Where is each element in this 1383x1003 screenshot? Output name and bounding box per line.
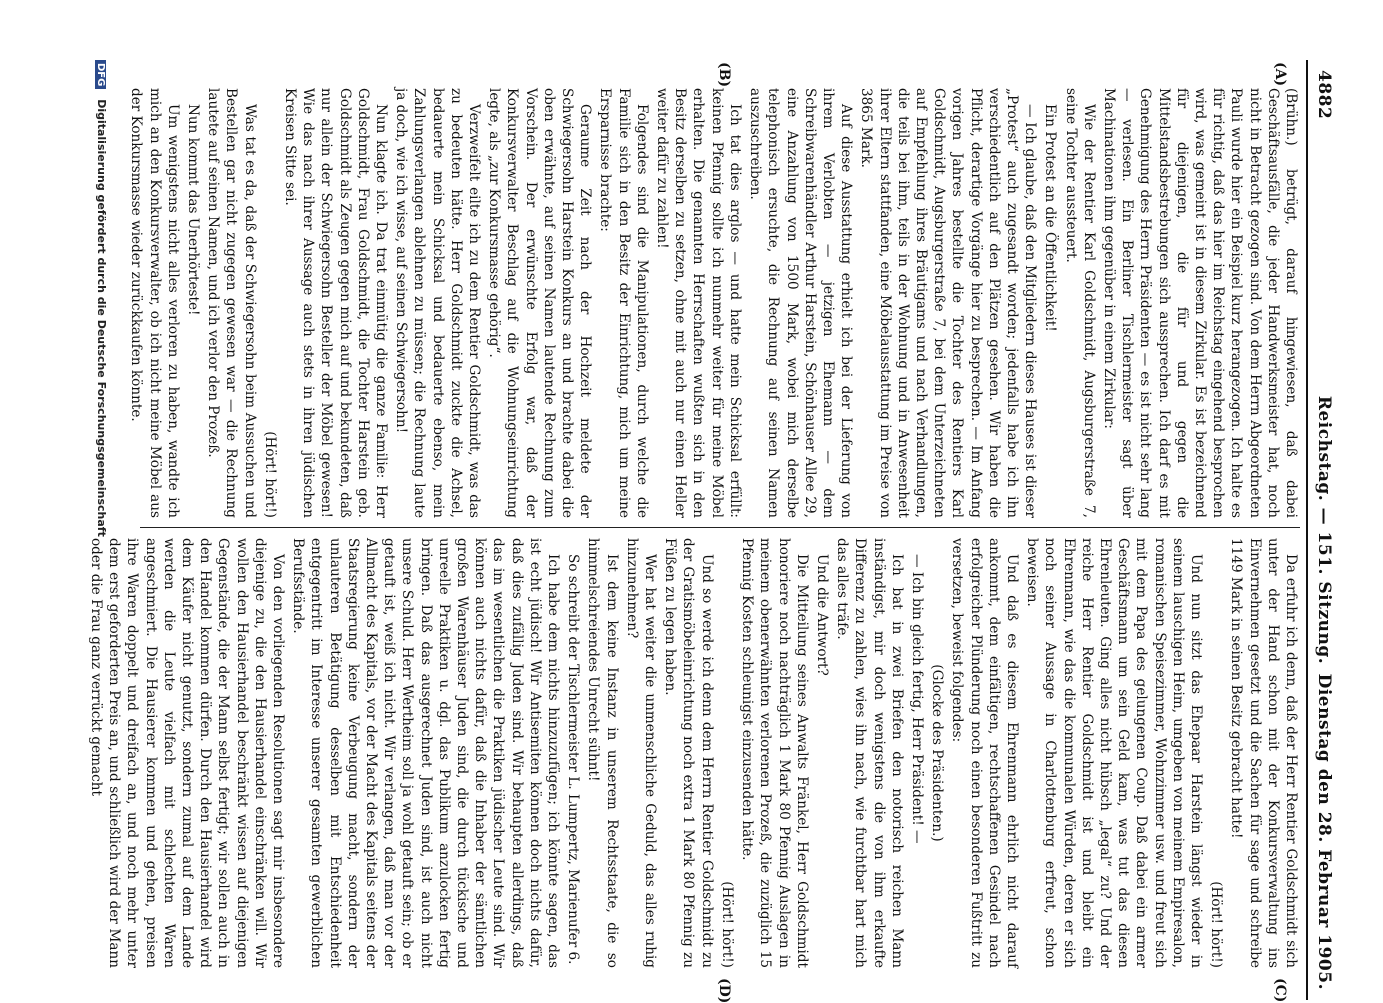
footer-credit: Digitalisierung gefördert durch die Deutsche Forschungsgemeinschaft [95, 99, 108, 537]
paragraph: Um wenigstens nicht alles verloren zu haben, wandte ich mich an den Konkursverwalter, ob ich nicht meine Möbel aus der Konkursmasse wieder zurückkaufen könnte. [128, 88, 181, 518]
paragraph: Da erfuhr ich denn, daß der Herr Rentier Goldschmidt sich unter der Hand schon mit der Konkursverwaltung ins Einvernehmen gesetzt und die Sachen für sage und schreibe 1149 Mark in seinen Besitz gebracht hatte! [1228, 538, 1299, 968]
rotated-page [50, 60, 1340, 1003]
session-date: Dienstag den 28. Februar 1905. [1314, 673, 1334, 990]
paragraph: Folgendes sind die Manipulationen, durch welche die Familie sich in den Besitz der Einrichtung, mich um meine Ersparnisse brachte: [597, 88, 650, 518]
page-header [1306, 60, 1340, 1000]
paragraph: Und nun sitzt das Ehepaar Harstein längst wieder in seinem lauschigen Heim, umgeben von meinem Empiresalon, romanischen Speisezimmer, Wohnzimmer usw. und freut sich mit dem Papa des gelungenen Coup. Daß dabei ein armer Geschäftsmann um sein Geld kam, was tut das diesen Ehrenleuten. Ging alles nicht hübsch „legal“ zu? Und der reiche Herr Rentier Goldschmidt ist und bleibt ein Ehrenmann, wie das die kommunalen Würden, deren er sich noch seiner Aussage in Charlottenburg erfreut, schon beweisen. [1024, 538, 1204, 968]
paragraph: Nun klagte ich. Da trat einmütig die ganze Familie: Herr Goldschmidt, Frau Goldschmidt, die Tochter Harstein geb. Goldschmidt als Zeugen gegen mich auf und bekundeten, daß nur allein der Schwiegersohn Besteller der Möbel gewesen! Wie das nach ihrer Aussage auch stets in ihren jüdischen Kreisen Sitte sei. [282, 88, 390, 518]
paragraph: — Ich bin gleich fertig, Herr Präsident! — [908, 554, 925, 844]
paragraph: Geraume Zeit nach der Hochzeit meldete der Schwiegersohn Harstein Konkurs an und brachte dabei die oben erwähnte, auf seinen Namen lautende Rechnung zum Vorschein. Der erwünschte Erfolg war, daß der Konkursverwalter Beschlag auf die Wohnungseinrichtung legte, als „zur Konkursmasse gehörig“. [486, 88, 594, 518]
paragraph: (Glocke des Präsidenten.) [929, 664, 946, 842]
paragraph: (Hört! hört!) [261, 431, 278, 518]
paragraph: So schreibt der Tischlermeister L. Lumpertz, Marienufer 6. [565, 554, 582, 965]
paragraph: Ein Protest an die Öffentlichkeit! [1042, 104, 1059, 332]
paragraph: Ich bat in zwei Briefen den notorisch reichen Mann inständigst, mir doch wenigstens die von ihm erkaufte Differenz zu zahlen, wies ihn nach, wie furchtbar hart mich das alles träfe. [834, 538, 905, 968]
column-divider [140, 527, 1300, 528]
paragraph: — Ich glaube, daß den Mitgliedern dieses Hauses ist dieser „Protest“ auch zugesandt worden; jedenfalls habe ich ihn verschiedentlich auf den Plätzen gesehen. Wir haben die Pflicht, derartige Vorgänge hier zu besprechen. — Im Anfang vorigen Jahres bestellte die Tochter des Rentiers Karl Goldschmidt, Augsburgerstraße 7, bei dem Unterzeichneten auf Empfehlung ihres Bräutigams und nach Verhandlungen, die teils bei ihm, teils in der Wohnung und in Anwesenheit ihrer Eltern stattfanden, eine Möbelausstattung im Preise von 3865 Mark. [858, 88, 1039, 518]
page-footer [88, 60, 108, 1000]
paragraph: Die Mitteilung seines Anwalts Fränkel, Herr Goldschmidt honoriere noch nachträglich 1 Mark 80 Pfennig Auslagen in meinem obenerwähnten verlorenen Prozeß, die zuzüglich 15 Pfennig Kosten schleunigst einzusenden hätte. [739, 538, 810, 968]
dfg-logo: DFG [95, 60, 106, 89]
paragraph: Und so werde ich denn dem Herrn Rentier Goldschmidt zu der Gratismöbeleinrichtung noch extra 1 Mark 80 Pfennig zu Füßen zu legen haben. [662, 538, 715, 968]
paragraph: Was tat es da, daß der Schwiegersohn beim Aussuchen und Bestellen gar nicht zugegen gewesen war — die Rechnung lautete auf seinen Namen, und ich verlor den Prozeß. [205, 88, 258, 518]
page-title: Reichstag. — 151. Sitzung. [1314, 395, 1334, 665]
paragraph: (Brühn.) betrügt, darauf hingewiesen, daß dabei Geschäftsausfälle, die jeder Handwerksmeister hat, noch nicht in Betracht gezogen sind. Von dem Herrn Abgeordneten Pauli wurde hier ein Beispiel kurz herangezogen. Ich halte es für richtig, daß das hier im Reichstag eingehend besprochen wird, was gemeint ist in diesem Zirkular. Es ist bezeichnend für diejenigen, die für und gegen die Mittelstandsbestrebungen sich aussprechen. Ich darf es mit Genehmigung des Herrn Präsidenten — es ist nicht sehr lang — verlesen. Ein Berliner Tischlermeister sagt über Machinationen ihm gegenüber in einem Zirkular: [1100, 88, 1299, 518]
paragraph: (Hört! hört!) [1208, 881, 1225, 968]
paragraph: Wie der Rentier Karl Goldschmidt, Augsburgerstraße 7, seine Tochter aussteuert. [1062, 88, 1097, 518]
paragraph: (Hört! hört!) [718, 881, 735, 968]
left-column [120, 88, 1300, 518]
paragraph: Auf diese Ausstattung erhielt ich bei der Lieferung von ihrem Verlobten — jetzigen Ehemann — dem Schreibwarenhändler Arthur Harstein, Schönhauser Allee 29, eine Anzahlung von 1500 Mark, wobei mich derselbe telephonisch ersuchte, die Rechnung auf seinen Namen auszuschreiben. [747, 88, 855, 518]
paragraph: Und die Antwort? [813, 554, 830, 676]
paragraph: Verzweifelt eilte ich zu dem Rentier Goldschmidt, was das zu bedeuten hätte. Herr Goldschmidt zuckte die Achsel, bedauerte mein Schicksal und bedauerte ebenso, mein Zahlungsverlangen ablehnen zu müssen; die Rechnung laute ja doch, wie ich wisse, auf seinen Schwiegersohn! [393, 88, 483, 518]
paragraph: Wer hat weiter die unmenschliche Geduld, das alles ruhig hinzunehmen? [623, 538, 659, 968]
paragraph: Ich habe dem nichts hinzuzufügen; ich könnte sagen, das ist echt jüdisch! Wir Antisemiten können doch nichts dafür, daß dies zufällig Juden sind. Wir behaupten allerdings, daß das im wesentlichen die Praktiken jüdischer Leute sind. Wir können auch nichts dafür, daß die Inhaber der sämtlichen großen Warenhäuser Juden sind, die durch tückische und unreelle Praktiken u. dgl. das Publikum anzulocken fertig bringen. Daß das ausgerechnet Juden sind, ist auch nicht unsere Schuld. Herr Wertheim soll ja wohl getauft sein; ob er getauft ist, weiß ich nicht. Wir verlangen, daß man vor der Allmacht des Kapitals, vor der Macht des Kapitals seitens der Staatsregierung keine Verbeugung macht, sondern der unlauteren Betätigung desselben mit Entschiedenheit entgegentritt im Interesse unserer gesamten gewerblichen Berufsstände. [290, 538, 562, 968]
paragraph: Von den vorliegenden Resolutionen sagt mir insbesondere diejenige zu, die den Hausierhandel einschränken will. Wir wollen den Hausierhandel beschränkt wissen auf diejenigen Gegenstände, die der Mann selbst fertigt; wir sollen auch in den Handel kommen dürfen. Durch den Hausierhandel wird dem Käufer nicht genutzt, sondern zumal auf dem Lande werden die Leute vielfach mit schlechten Waren angeschmiert. Die Hausierer kommen und gehen, preisen ihre Waren doppelt und dreifach an, und noch mehr unter dem erst geforderten Preis an, und schließlich wird der Mann oder die Frau ganz verrückt gemacht [88, 538, 287, 968]
paragraph: Nun kommt das Unerhörteste! [185, 104, 202, 316]
paragraph: Ist dem keine Instanz in unserem Rechtsstaate, die so himmelschreiendes Unrecht sühnt! [585, 538, 620, 968]
paragraph: Und daß es diesem Ehrenmann ehrlich nicht darauf ankommt, dem einfältigen, rechtschaffenen Gesindel nach erfolgreicher Plünderung noch einen besonderen Fußtritt zu versetzen, beweist folgendes: [949, 538, 1020, 968]
page-number: 4882 [1314, 70, 1334, 120]
margin-marker-a: (A) [1272, 62, 1288, 87]
margin-marker-c: (C) [1272, 978, 1288, 1003]
margin-marker-d: (D) [716, 978, 732, 1003]
right-column [88, 538, 1300, 968]
margin-marker-b: (B) [716, 62, 732, 88]
paragraph: Ich tat dies arglos — und hatte mein Schicksal erfüllt: keinen Pfennig sollte ich nunmehr weiter für meine Möbel erhalten. Die genannten Herrschaften wußten sich in den Besitz derselben zu setzen, ohne mit auch nur einen Heller weiter dafür zu zahlen! [654, 88, 743, 518]
